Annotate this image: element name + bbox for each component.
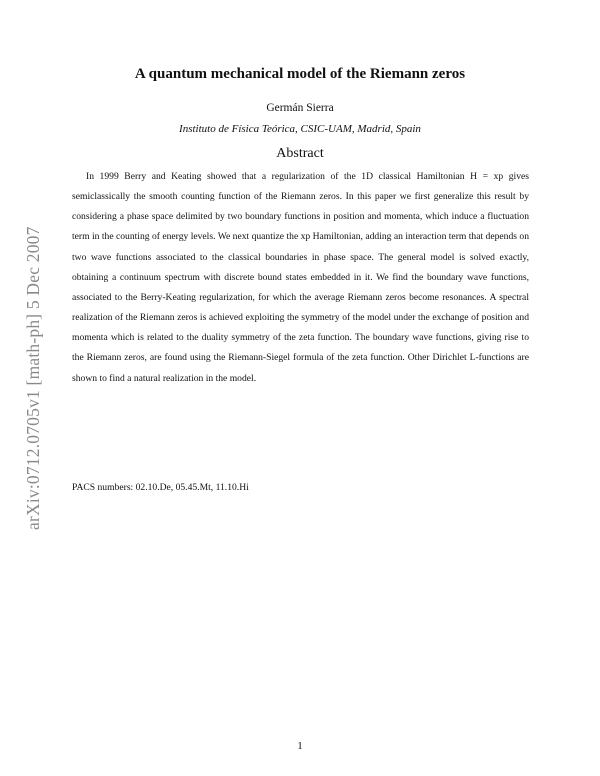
pacs-numbers: PACS numbers: 02.10.De, 05.45.Mt, 11.10.Hi <box>72 482 249 493</box>
abstract-heading: Abstract <box>276 146 324 161</box>
arxiv-identifier-stamp: arXiv:0712.0705v1 [math-ph] 5 Dec 2007 <box>23 226 43 530</box>
page-number: 1 <box>297 740 303 752</box>
author-affiliation: Instituto de Física Teórica, CSIC-UAM, Madrid, Spain <box>179 123 421 135</box>
paper-title: A quantum mechanical model of the Riemann zeros <box>134 66 466 82</box>
abstract-body: In 1999 Berry and Keating showed that a regularization of the 1D classical Hamiltonian H = xp gives semiclassically the smooth counting function of the Riemann zeros. In this paper we first generalize this result by considering a phase space delimited by two boundary functions in position and momenta, which induce a fluctuation term in the counting of energy levels. We next quantize the xp Hamiltonian, adding an interaction term that depends on two wave functions associated to the classical boundaries in phase space. The general model is solved exactly, obtaining a continuum spectrum with discrete bound states embedded in it. We find the boundary wave functions, associated to the Berry-Keating regularization, for which the average Riemann zeros become resonances. A spectral realization of the Riemann zeros is achieved exploiting the symmetry of the model under the exchange of position and momenta which is related to the duality symmetry of the zeta function. The boundary wave functions, giving rise to the Riemann zeros, are found using the Riemann-Siegel formula of the zeta function. Other Dirichlet L-functions are shown to find a natural realization in the model. <box>72 171 529 384</box>
author-name: Germán Sierra <box>266 102 334 114</box>
